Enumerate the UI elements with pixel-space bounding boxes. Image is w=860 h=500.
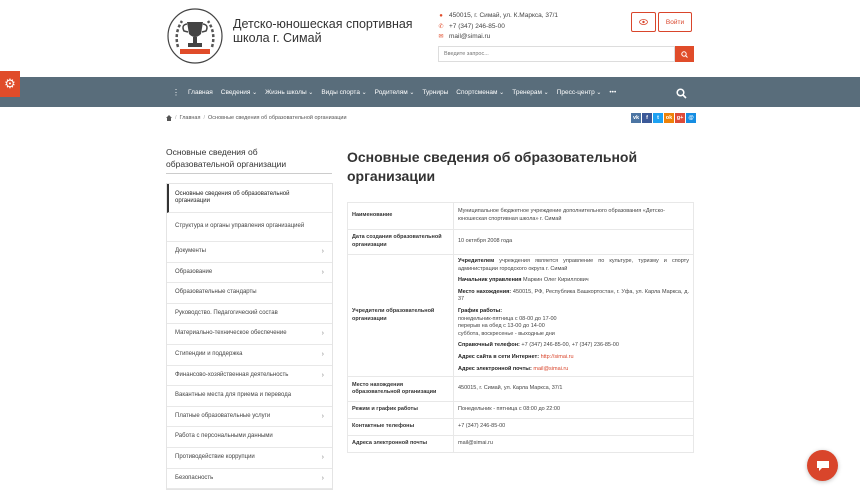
- email-paragraph: [458, 366, 689, 374]
- nav-search-button[interactable]: [676, 86, 687, 104]
- nav-item[interactable]: Турниры: [422, 88, 449, 96]
- breadcrumb: [166, 115, 347, 121]
- breadcrumb-current: Основные сведения об образовательной организации: [208, 115, 347, 121]
- site-paragraph: [458, 354, 689, 362]
- share-buttons: [631, 113, 696, 123]
- founder-location-label: Место нахождения:: [458, 288, 512, 295]
- header-email[interactable]: mail@simai.ru: [449, 33, 491, 40]
- page-title: Основные сведения об образовательной организации: [347, 149, 638, 184]
- share-button-ok[interactable]: ok: [665, 115, 673, 121]
- login-button[interactable]: Войти: [658, 12, 692, 32]
- settings-gear-button[interactable]: [0, 71, 20, 97]
- row-label: Наименование: [348, 203, 454, 230]
- email-row: [438, 32, 558, 43]
- sidebar-item[interactable]: [167, 386, 332, 407]
- nav-item[interactable]: Жизнь школы ⌄: [265, 89, 313, 96]
- sidebar-title: Основные сведения об образовательной организации: [166, 147, 287, 169]
- sidebar-item[interactable]: [167, 304, 332, 325]
- share-button-vk[interactable]: vk: [632, 115, 640, 121]
- sidebar-item-label: Безопасность: [175, 474, 214, 481]
- sidebar-item-label: Вакантные места для приема и перевода: [175, 392, 292, 399]
- location-pin-icon: ●: [439, 13, 443, 20]
- chevron-right-icon: ›: [321, 330, 324, 338]
- chevron-right-icon: ›: [321, 474, 324, 482]
- nav-item[interactable]: Тренерам ⌄: [512, 89, 548, 96]
- sidebar-item[interactable]: [167, 469, 332, 490]
- sidebar-item-label: Образовательные стандарты: [175, 289, 257, 296]
- table-row: [348, 377, 694, 402]
- row-label: Дата создания образовательной организации: [348, 230, 454, 255]
- sidebar-item-label: Руководство. Педагогический состав: [175, 309, 278, 316]
- schedule-label: График работы:: [458, 307, 503, 314]
- head-label: Начальник управления: [458, 277, 522, 284]
- site-link[interactable]: http://simai.ru: [540, 353, 574, 360]
- chevron-right-icon: ›: [321, 371, 324, 379]
- school-name[interactable]: Детско-юношеская спортивная школа г. Симай: [233, 17, 413, 45]
- schedule-line: суббота, воскресенье - выходные дни: [458, 330, 555, 337]
- sidebar-item[interactable]: [167, 213, 332, 242]
- home-icon[interactable]: [166, 115, 172, 121]
- founder-email-label: Адрес электронной почты:: [458, 365, 532, 372]
- search-icon: [681, 51, 688, 58]
- row-label: Место нахождения образовательной организации: [348, 377, 454, 402]
- founder-paragraph: [458, 258, 689, 273]
- chevron-right-icon: ›: [321, 351, 324, 359]
- sidebar-item-label: Структура и органы управления организацией: [175, 223, 305, 230]
- nav-item[interactable]: Главная: [188, 88, 213, 96]
- eye-icon: [639, 19, 648, 25]
- schedule-paragraph: [458, 308, 689, 338]
- sidebar-divider: [166, 173, 332, 174]
- sidebar-item-label: Платные образовательные услуги: [175, 412, 271, 419]
- row-value: +7 (347) 246-85-00: [454, 419, 694, 436]
- schedule-line: понедельник-пятница с 08-00 до 17-00: [458, 315, 557, 322]
- nav-more-button[interactable]: •••: [609, 88, 617, 96]
- phone-paragraph: [458, 342, 689, 350]
- info-table: [347, 202, 694, 453]
- search-input[interactable]: [438, 46, 675, 62]
- sidebar-item-label: Финансово-хозяйственная деятельность: [175, 371, 289, 378]
- head-paragraph: [458, 277, 689, 285]
- site-header: [0, 0, 860, 77]
- row-label: Учредители образовательной организации: [348, 255, 454, 377]
- phone-row: [438, 22, 558, 33]
- row-value: 450015, г. Симай, ул. Карла Маркса, 37/1: [454, 377, 694, 402]
- sidebar-item[interactable]: [167, 366, 332, 387]
- row-value: 10 октября 2008 года: [454, 230, 694, 255]
- nav-item[interactable]: Пресс-центр ⌄: [557, 89, 602, 96]
- schedule-line: перерыв на обед с 13-00 до 14-00: [458, 323, 545, 330]
- phone-icon: ✆: [438, 23, 444, 30]
- table-row: [348, 255, 694, 377]
- breadcrumb-separator: /: [175, 115, 177, 121]
- table-row: [348, 230, 694, 255]
- sidebar-item[interactable]: [167, 427, 332, 448]
- founder-phone-label: Справочный телефон:: [458, 342, 520, 349]
- founders-cell: [454, 255, 694, 377]
- site-label: Адрес сайта в сети Интернет:: [458, 353, 540, 360]
- sidebar-item[interactable]: [167, 242, 332, 263]
- sidebar-menu: [166, 183, 333, 490]
- row-label: Адреса электронной почты: [348, 436, 454, 453]
- breadcrumb-home[interactable]: Главная: [179, 115, 201, 121]
- school-logo[interactable]: [166, 7, 224, 65]
- nav-item[interactable]: Виды спорта ⌄: [321, 89, 366, 96]
- nav-items: [172, 77, 624, 107]
- table-row: [348, 419, 694, 436]
- sidebar-item-label: Документы: [175, 248, 206, 255]
- chevron-right-icon: ›: [321, 453, 324, 461]
- nav-menu-dots-icon[interactable]: ⋮: [172, 87, 180, 97]
- mail-icon: ✉: [438, 34, 444, 41]
- row-value-email-link[interactable]: mail@simai.ru: [454, 436, 694, 453]
- search-icon: [676, 88, 687, 99]
- header-phone[interactable]: +7 (347) 246-85-00: [449, 22, 505, 30]
- sidebar-item[interactable]: [167, 184, 332, 213]
- sidebar-item[interactable]: [167, 324, 332, 345]
- breadcrumb-separator: /: [203, 115, 205, 121]
- sidebar-item-label: Противодействие коррупции: [175, 453, 255, 460]
- founder-text: учреждения является управление по культуре, туризму и спорту администрации городского округа г. Симай: [458, 258, 689, 272]
- sidebar-item[interactable]: [167, 407, 332, 428]
- founder-phone-value: +7 (347) 246-85-00, +7 (347) 236-85-00: [521, 342, 619, 349]
- location-paragraph: [458, 289, 689, 304]
- chat-button[interactable]: [807, 450, 838, 481]
- table-row: [348, 436, 694, 453]
- share-button-f[interactable]: f: [642, 113, 652, 123]
- founder-location-value: 450015, РФ, Республика Башкортостан, г. Уфа, ул. Карла Маркса, д. 37: [458, 288, 690, 303]
- nav-item[interactable]: Сведения ⌄: [221, 89, 257, 96]
- sidebar-item-label: Материально-техническое обеспечение: [175, 330, 287, 337]
- row-value: Муниципальное бюджетное учреждение дополнительного образования «Детско-юношеская спортивная школа» г. Симай: [454, 203, 694, 230]
- nav-item[interactable]: Родителям ⌄: [375, 89, 415, 96]
- sidebar-item[interactable]: [167, 448, 332, 469]
- founder-label: Учредителем: [458, 258, 495, 264]
- sidebar-item-label: Стипендии и поддержка: [175, 351, 243, 358]
- share-button-g[interactable]: g+: [676, 115, 684, 121]
- sidebar-item[interactable]: [167, 263, 332, 284]
- row-label: Контактные телефоны: [348, 419, 454, 436]
- founder-email-link[interactable]: mail@simai.ru: [533, 365, 569, 372]
- table-row: [348, 402, 694, 419]
- head-value: Маркин Олег Кириллович: [523, 277, 589, 284]
- table-row: [348, 203, 694, 230]
- nav-item[interactable]: Спортсменам ⌄: [456, 89, 504, 96]
- accessibility-button[interactable]: [631, 12, 656, 32]
- search-button[interactable]: [675, 46, 694, 62]
- sidebar-item[interactable]: [167, 283, 332, 304]
- chevron-right-icon: ›: [321, 268, 324, 276]
- main-navigation: [0, 77, 860, 107]
- address-row: [438, 11, 558, 22]
- header-contacts: [438, 11, 558, 43]
- row-label: Режим и график работы: [348, 402, 454, 419]
- chevron-right-icon: ›: [321, 412, 324, 420]
- chat-icon: [816, 460, 830, 472]
- row-value: Понедельник - пятница с 08:00 до 22:00: [454, 402, 694, 419]
- header-address: 450015, г. Симай, ул. К.Маркса, 37/1: [449, 12, 559, 19]
- share-button-t[interactable]: t: [653, 113, 663, 123]
- chevron-right-icon: ›: [321, 248, 324, 256]
- sidebar-item-label: Основные сведения об образовательной организации: [175, 190, 290, 204]
- sidebar-item-label: Образование: [175, 268, 213, 275]
- sidebar-item-label: Работа с персональными данными: [175, 433, 273, 440]
- gear-icon: ⚙: [4, 76, 16, 91]
- share-button-[interactable]: @: [686, 113, 696, 123]
- sidebar-item[interactable]: [167, 345, 332, 366]
